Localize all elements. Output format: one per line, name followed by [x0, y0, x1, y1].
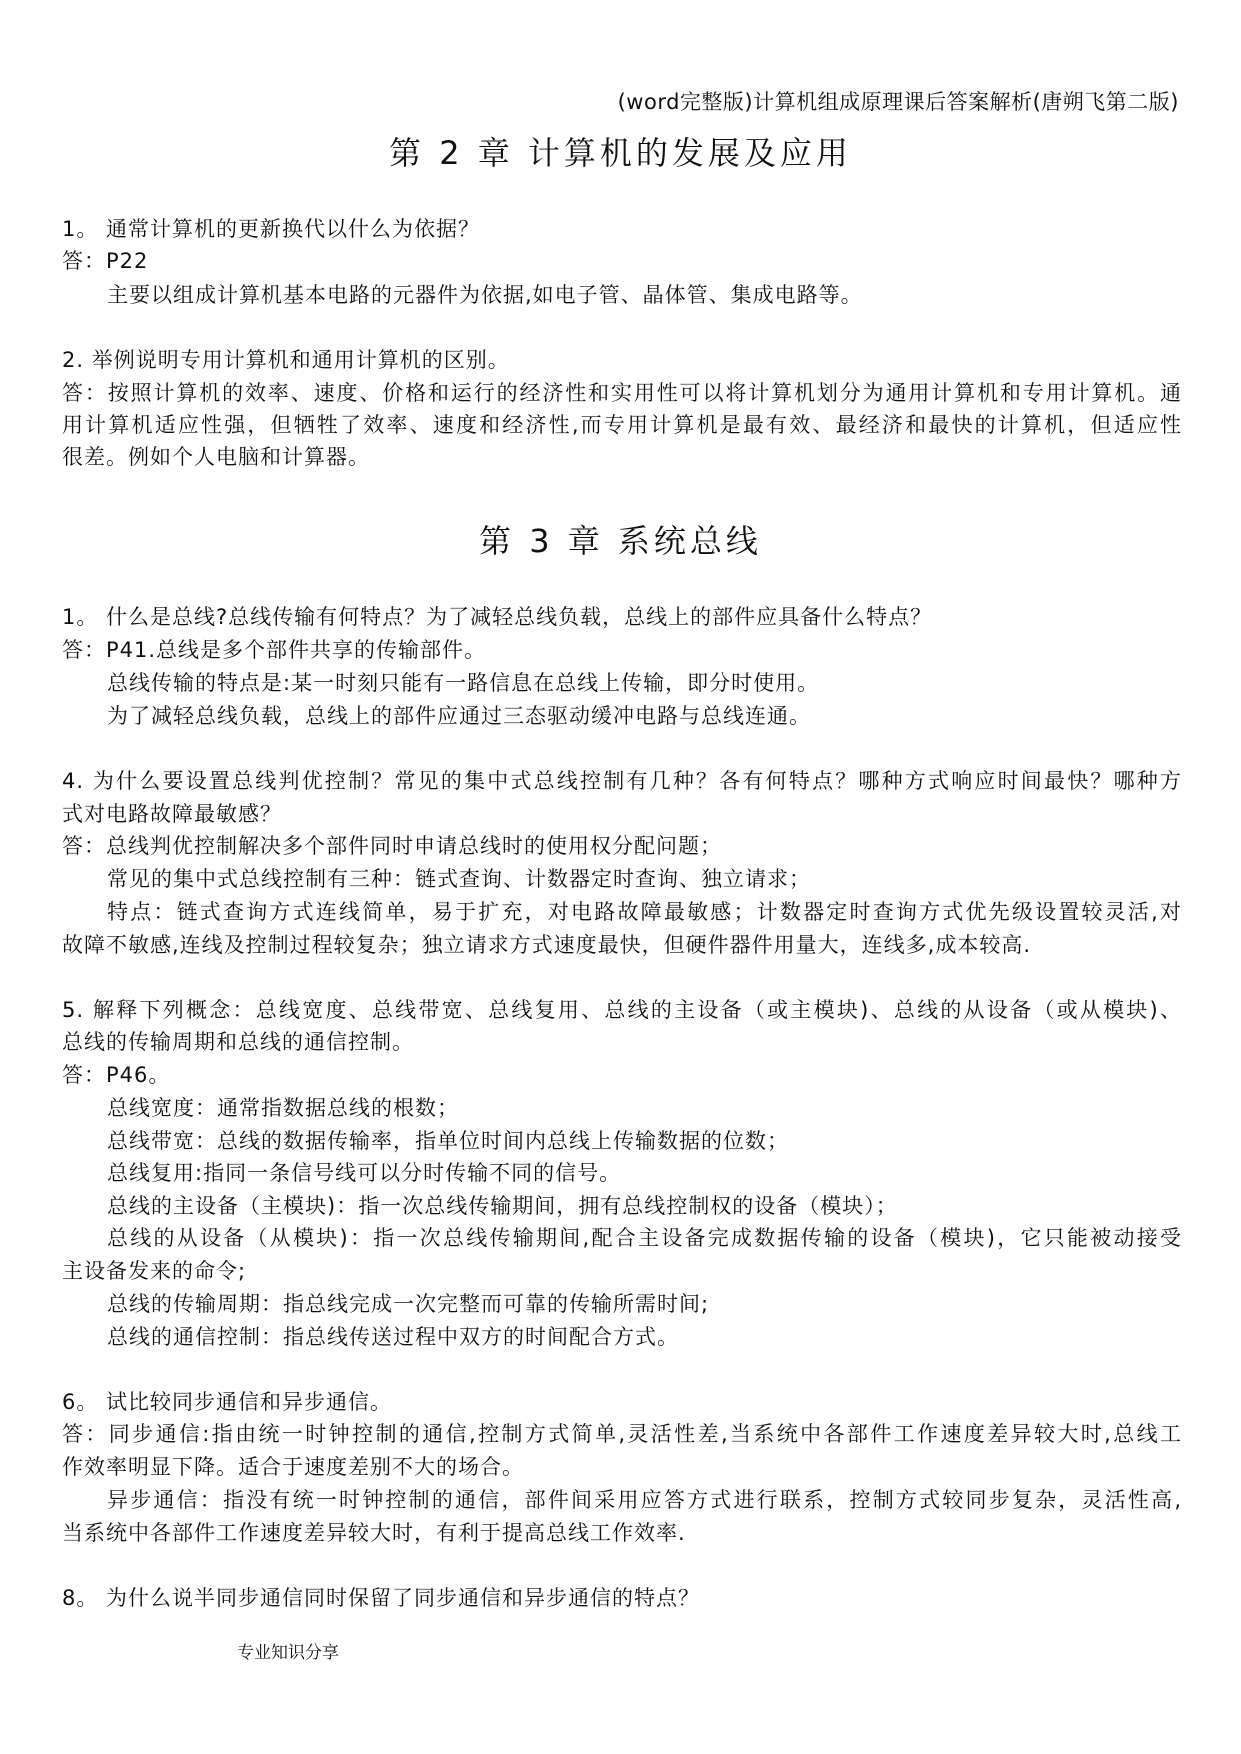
ch3-q4-answer-line-2: 常见的集中式总线控制有三种：链式查询、计数器定时查询、独立请求；: [107, 867, 811, 891]
ch3-q6-answer-line-3: 异步通信：指没有统一时钟控制的通信，部件间采用应答方式进行联系，控制方式较同步复杂，灵活性高,: [107, 1488, 1182, 1512]
ch3-q5-answer-line-8: 总线的通信控制：指总线传送过程中双方的时间配合方式。: [107, 1325, 679, 1349]
ch3-q4-answer-line-1: 答：总线判优控制解决多个部件同时申请总线时的使用权分配问题；: [62, 834, 722, 858]
page-footer: 专业知识分享: [237, 1643, 339, 1663]
ch2-q1-answer: 主要以组成计算机基本电路的元器件为依据,如电子管、晶体管、集成电路等。: [107, 283, 863, 307]
ch3-q5-answer-line-5: 总线的从设备（从模块)：指一次总线传输期间,配合主设备完成数据传输的设备（模块)，它只能被动接受: [107, 1226, 1182, 1250]
ch3-q1-answer-line-2: 总线传输的特点是:某一时刻只能有一路信息在总线上传输，即分时使用。: [107, 671, 820, 695]
ch2-q2-answer-line-2: 用计算机适应性强，但牺牲了效率、速度和经济性,而专用计算机是最有效、最经济和最快的计算机，但适应性: [62, 413, 1182, 437]
ch3-q5-answer-line-4: 总线的主设备（主模块)：指一次总线传输期间，拥有总线控制权的设备（模块）；: [107, 1194, 898, 1218]
ch3-q6-answer-line-2: 作效率明显下降。适合于速度差别不大的场合。: [62, 1455, 524, 1479]
ch3-q8-question: 8。 为什么说半同步通信同时保留了同步通信和异步通信的特点？: [62, 1586, 701, 1610]
ch3-q5-answer-line-1: 总线宽度：通常指数据总线的根数；: [107, 1096, 459, 1120]
ch2-q2-question: 2. 举例说明专用计算机和通用计算机的区别。: [62, 348, 510, 372]
ch3-q5-answer-line-2: 总线带宽：总线的数据传输率，指单位时间内总线上传输数据的位数；: [107, 1129, 789, 1153]
ch3-q5-answer-line-7: 总线的传输周期：指总线完成一次完整而可靠的传输所需时间;: [107, 1292, 710, 1316]
ch2-q2-answer-line-1: 答：按照计算机的效率、速度、价格和运行的经济性和实用性可以将计算机划分为通用计算机和专用计算机。通: [62, 381, 1182, 405]
ch3-q6-answer-line-4: 当系统中各部件工作速度差异较大时，有利于提高总线工作效率.: [62, 1521, 686, 1545]
page-header: (word完整版)计算机组成原理课后答案解析(唐朔飞第二版): [617, 90, 1179, 114]
ch3-q4-answer-line-4: 故障不敏感,连线及控制过程较复杂；独立请求方式速度最快，但硬件器件用量大，连线多,成本较高.: [62, 933, 1032, 957]
ch3-q5-question-line-1: 5. 解释下列概念：总线宽度、总线带宽、总线复用、总线的主设备（或主模块)、总线的从设备（或从模块)、: [62, 998, 1182, 1022]
ch3-q5-answer-line-3: 总线复用:指同一条信号线可以分时传输不同的信号。: [107, 1161, 622, 1185]
chapter-2-title: 第 2 章 计算机的发展及应用: [389, 134, 852, 172]
ch3-q4-question-line-1: 4. 为什么要设置总线判优控制？常见的集中式总线控制有几种？各有何特点？哪种方式响应时间最快？哪种方: [62, 769, 1182, 793]
ch3-q1-answer-line-1: 答：P41.总线是多个部件共享的传输部件。: [62, 638, 487, 662]
ch2-q1-answer-ref: 答：P22: [62, 249, 149, 273]
ch3-q4-question-line-2: 式对电路故障最敏感？: [62, 802, 282, 826]
ch3-q5-question-line-2: 总线的传输周期和总线的通信控制。: [62, 1030, 414, 1054]
ch2-q1-question: 1。 通常计算机的更新换代以什么为依据？: [62, 217, 481, 241]
ch3-q1-question: 1。 什么是总线?总线传输有何特点？为了减轻总线负载，总线上的部件应具备什么特点？: [62, 605, 933, 629]
ch3-q5-answer-line-6: 主设备发来的命令;: [62, 1259, 247, 1283]
ch3-q6-answer-line-1: 答：同步通信:指由统一时钟控制的通信,控制方式简单,灵活性差,当系统中各部件工作速度差异较大时,总线工: [62, 1422, 1182, 1446]
ch3-q4-answer-line-3: 特点：链式查询方式连线简单，易于扩充，对电路故障最敏感；计数器定时查询方式优先级设置较灵活,对: [107, 900, 1182, 924]
ch3-q1-answer-line-3: 为了减轻总线负载，总线上的部件应通过三态驱动缓冲电路与总线连通。: [107, 704, 811, 728]
chapter-3-title: 第 3 章 系统总线: [479, 522, 762, 560]
ch3-q6-question: 6。 试比较同步通信和异步通信。: [62, 1390, 393, 1414]
ch3-q5-answer-ref: 答：P46。: [62, 1063, 171, 1087]
ch2-q2-answer-line-3: 很差。例如个人电脑和计算器。: [62, 445, 370, 469]
